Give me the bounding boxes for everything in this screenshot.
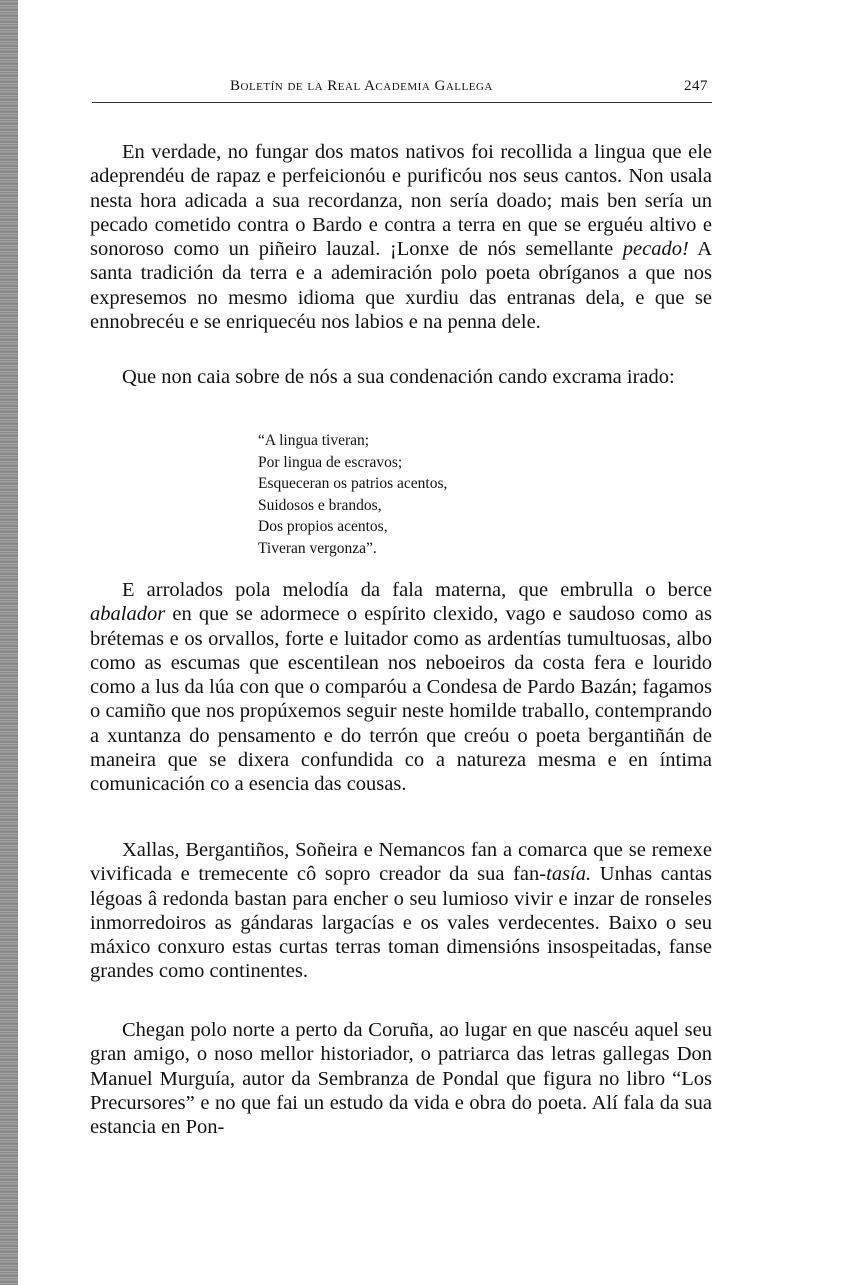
verse-line: Por lingua de escravos;: [258, 453, 403, 471]
paragraph-1: [90, 140, 712, 334]
scan-binding-edge: [0, 0, 18, 1285]
verse-line: Suidosos e brandos,: [258, 496, 382, 514]
journal-title: Boletín de la Real Academia Gallega: [230, 78, 493, 94]
page-number: 247: [684, 78, 708, 94]
paragraph-2: [90, 365, 712, 389]
paragraph-5: [90, 1018, 712, 1139]
paragraph-3: [90, 578, 712, 797]
pecado-after: A santa tradición da terra e a ademiración polo poeta obríganos a que nos expresemos no mesmo idioma que xurdiu das entranas dela, e que se ennobrecéu e se enriquecéu nos labios e na penna dele.: [90, 238, 712, 334]
paragraph-4-text-b: Unhas cantas légoas â redonda bastan para encher o seu lumioso vivir e inzar de ronseles inmorredoiros as gándaras largacías e os vales verdecentes. Baixo o seu máxico conxuro estas curtas terras toman dimensións insospeitadas, fanse grandes como continentes.: [90, 863, 713, 983]
verse-line: Tiveran vergonza”.: [258, 539, 377, 557]
verse-line: Esqueceran os patrios acentos,: [258, 475, 448, 493]
paragraph-4: [90, 838, 712, 984]
paragraph-5-text: Chegan polo norte a perto da Coruña, ao lugar en que nascéu aquel seu gran amigo, o noso mellor historiador, o patriarca das letras gallegas Don Manuel Murguía, autor da Sembranza de Pondal que figura no libro “Los Precursores” e no que fai un estudo da vida e obra do poeta. Alí fala da sua estancia en Pon-: [90, 1019, 712, 1139]
verse-line: Dos propios acentos,: [258, 518, 388, 536]
fantasia-emphasis: tasía.: [546, 863, 592, 886]
abalador-emphasis: abalador: [90, 603, 166, 626]
pecado-emphasis: pecado!: [622, 238, 689, 261]
pecado-before: ¡Lonxe de nós semellante: [389, 238, 623, 261]
paragraph-4-text-a: Xallas, Bergantiños, Soñeira e Nemancos fan a comarca que se remexe vivificada e tremecente cô sopro creador da sua fan-: [90, 839, 712, 886]
verse-line: “A lingua tiveran;: [258, 432, 370, 449]
paragraph-2-text: Que non caia sobre de nós a sua condenación cando excrama irado:: [122, 366, 675, 388]
paragraph-1-text: En verdade, no fungar dos matos nativos foi recollida a lingua que ele adeprendéu de rapaz e perfeicionóu e purificóu nos seus cantos. Non usala nesta hora adicada a sua recordanza, non sería doado; mais ben sería un pecado cometido contra o Bardo e contra a terra en que se erguéu altivo e sonoroso como un piñeiro lauzal.: [90, 141, 712, 261]
verse-quotation: [258, 430, 447, 560]
paragraph-3-text-b: en que se adormece o espírito clexido, vago e saudoso como as brétemas e os orvallos, forte e luitador como as ardentías tumultuosas, albo como as escumas que escentilean nos neboeiros da costa fera e lourido como a lus da lúa con que o comparóu a Condesa de Pardo Bazán; fagamos o camiño que nos propúxemos seguir neste homilde traballo, contemprando a xuntanza do pensamento e do terrón que creóu o poeta bergantiñán de maneira que se dixera confundida co a natureza mesma e en íntima comunicación co a esencia das cousas.: [90, 603, 712, 796]
paragraph-3-text-a: E arrolados pola melodía da fala materna, que embrulla o berce: [122, 579, 712, 601]
running-header: [92, 72, 712, 103]
